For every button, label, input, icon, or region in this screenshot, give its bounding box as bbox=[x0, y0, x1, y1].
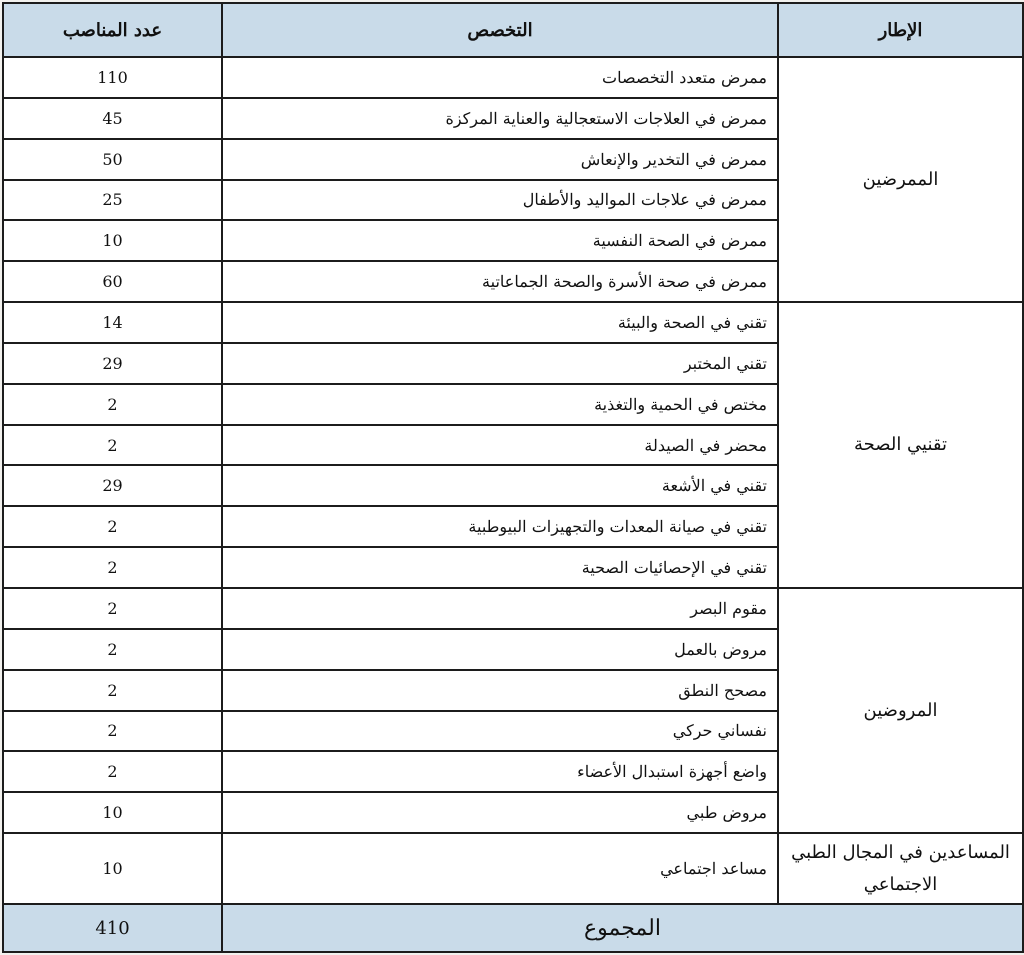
header-row bbox=[3, 3, 1023, 57]
specialty-cell: مقوم البصر bbox=[222, 588, 778, 629]
positions-cell: 14 bbox=[3, 302, 222, 343]
positions-cell: 2 bbox=[3, 670, 222, 711]
specialty-cell: محضر في الصيدلة bbox=[222, 425, 778, 466]
specialty-cell: مروض بالعمل bbox=[222, 629, 778, 670]
total-label: المجموع bbox=[222, 904, 1023, 952]
header-cadre: الإطار bbox=[778, 3, 1023, 57]
positions-cell: 2 bbox=[3, 751, 222, 792]
specialty-cell: تقني في الصحة والبيئة bbox=[222, 302, 778, 343]
specialty-cell: ممرض في التخدير والإنعاش bbox=[222, 139, 778, 180]
header-specialty: التخصص bbox=[222, 3, 778, 57]
positions-cell: 60 bbox=[3, 261, 222, 302]
positions-table bbox=[2, 2, 1024, 953]
specialty-cell: ممرض في الصحة النفسية bbox=[222, 220, 778, 261]
specialty-cell: تقني المختبر bbox=[222, 343, 778, 384]
positions-cell: 2 bbox=[3, 588, 222, 629]
cadre-cell: المساعدين في المجال الطبي الاجتماعي bbox=[778, 833, 1023, 904]
specialty-cell: مصحح النطق bbox=[222, 670, 778, 711]
positions-cell: 2 bbox=[3, 384, 222, 425]
specialty-cell: مساعد اجتماعي bbox=[222, 833, 778, 904]
positions-cell: 45 bbox=[3, 98, 222, 139]
positions-cell: 2 bbox=[3, 506, 222, 547]
positions-cell: 50 bbox=[3, 139, 222, 180]
specialty-cell: مروض طبي bbox=[222, 792, 778, 833]
positions-cell: 2 bbox=[3, 629, 222, 670]
specialty-cell: تقني في الإحصائيات الصحية bbox=[222, 547, 778, 588]
table-row bbox=[3, 57, 1023, 98]
positions-cell: 29 bbox=[3, 343, 222, 384]
table-body bbox=[3, 57, 1023, 904]
specialty-cell: ممرض متعدد التخصصات bbox=[222, 57, 778, 98]
table-row bbox=[3, 302, 1023, 343]
specialty-cell: مختص في الحمية والتغذية bbox=[222, 384, 778, 425]
positions-cell: 10 bbox=[3, 792, 222, 833]
positions-cell: 2 bbox=[3, 547, 222, 588]
total-row bbox=[3, 904, 1023, 952]
table-row bbox=[3, 833, 1023, 904]
positions-cell: 2 bbox=[3, 711, 222, 752]
specialty-cell: واضع أجهزة استبدال الأعضاء bbox=[222, 751, 778, 792]
header-positions: عدد المناصب bbox=[3, 3, 222, 57]
specialty-cell: ممرض في علاجات المواليد والأطفال bbox=[222, 180, 778, 221]
cadre-cell: الممرضين bbox=[778, 57, 1023, 302]
positions-cell: 10 bbox=[3, 220, 222, 261]
total-positions: 410 bbox=[3, 904, 222, 952]
specialty-cell: تقني في صيانة المعدات والتجهيزات البيوطبية bbox=[222, 506, 778, 547]
specialty-cell: نفساني حركي bbox=[222, 711, 778, 752]
positions-cell: 2 bbox=[3, 425, 222, 466]
positions-cell: 10 bbox=[3, 833, 222, 904]
cadre-cell: المروضين bbox=[778, 588, 1023, 833]
specialty-cell: ممرض في العلاجات الاستعجالية والعناية المركزة bbox=[222, 98, 778, 139]
specialty-cell: ممرض في صحة الأسرة والصحة الجماعاتية bbox=[222, 261, 778, 302]
specialty-cell: تقني في الأشعة bbox=[222, 465, 778, 506]
positions-cell: 25 bbox=[3, 180, 222, 221]
positions-cell: 110 bbox=[3, 57, 222, 98]
cadre-cell: تقنيي الصحة bbox=[778, 302, 1023, 588]
table-row bbox=[3, 588, 1023, 629]
positions-cell: 29 bbox=[3, 465, 222, 506]
